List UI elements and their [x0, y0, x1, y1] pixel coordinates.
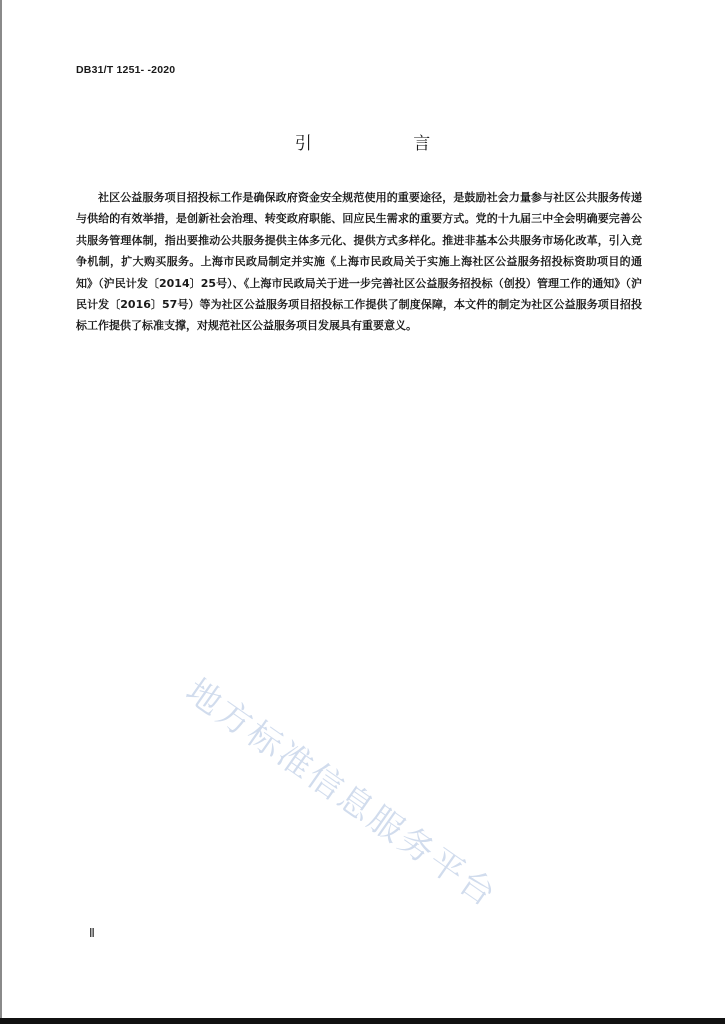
page-title: 引 言	[294, 134, 479, 154]
bottom-rule	[0, 1018, 725, 1024]
body-paragraph: 社区公益服务项目招投标工作是确保政府资金安全规范使用的重要途径，是鼓励社会力量参与社区公共服务传递与供给的有效举措，是创新社会治理、转变政府职能、回应民生需求的重要方式。党的十九届三中全会明确要完善公共服务管理体制，指出要推动公共服务提供主体多元化、提供方式多样化。推进非基本公共服务市场化改革，引入竞争机制，扩大购买服务。上海市民政局制定并实施《上海市民政局关于实施上海社区公益服务招投标资助项目的通知》（沪民计发〔2014〕25号）、《上海市民政局关于进一步完善社区公益服务招投标（创投）管理工作的通知》（沪民计发〔2016〕57号）等为社区公益服务项目招投标工作提供了制度保障，本文件的制定为社区公益服务项目招投标工作提供了标准支撑，对规范社区公益服务项目发展具有重要意义。	[76, 191, 642, 333]
page-number: Ⅱ	[89, 926, 95, 940]
watermark: 地方标准信息服务平台	[178, 670, 505, 916]
document-code: DB31/T 1251- -2020	[76, 64, 176, 76]
